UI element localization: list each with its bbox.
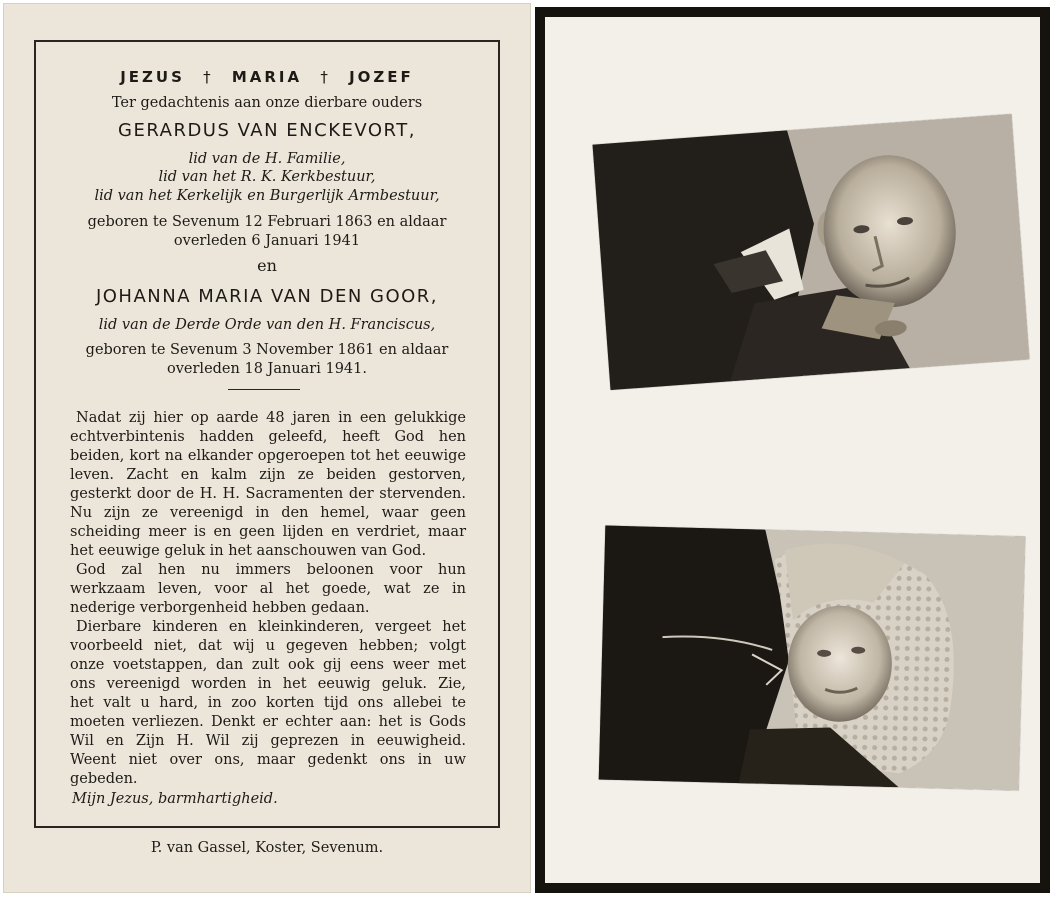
memorial-text-card — [3, 3, 531, 893]
body-text-line: ons vereenigd worden in het eeuwig geluk. Zie, — [70, 676, 466, 692]
printer-credit: P. van Gassel, Koster, Sevenum. — [150, 840, 384, 856]
header-jezus-maria-jozef — [4, 68, 530, 86]
body-text-line: werkzaam leven, voor al het goede, wat ze in — [70, 581, 466, 597]
father-portrait-photo — [593, 114, 1030, 390]
body-text-line: het eeuwige geluk in het aanschouwen van God. — [70, 543, 427, 559]
mother-died: overleden 18 Januari 1941. — [167, 361, 367, 377]
body-text-line: onze voetstappen, dan zult ook gij eens weer met — [70, 657, 466, 673]
photo-card — [535, 7, 1050, 893]
header-jezus: JEZUS — [120, 68, 185, 86]
mother-born: geboren te Sevenum 3 November 1861 en aldaar — [85, 342, 449, 358]
father-died: overleden 6 Januari 1941 — [173, 233, 361, 249]
father-role: lid van de H. Familie, — [188, 151, 346, 167]
body-text-line: Weent niet over ons, maar gedenkt ons in uw — [70, 752, 466, 768]
mother-role: lid van de Derde Orde van den H. Franciscus, — [98, 317, 436, 333]
header-maria: MARIA — [231, 68, 303, 86]
cross-icon: † — [203, 68, 214, 86]
father-role: lid van het R. K. Kerkbestuur, — [158, 169, 376, 185]
body-text-line: Dierbare kinderen en kleinkinderen, vergeet het — [76, 619, 466, 635]
body-text-line: nederige verborgenheid hebben gedaan. — [70, 600, 370, 616]
closing-prayer: Mijn Jezus, barmhartigheid. — [72, 791, 278, 807]
conjunction-en: en — [257, 256, 277, 275]
body-text-line: gesterkt door de H. H. Sacramenten der stervenden. — [70, 486, 466, 502]
body-text-line: voorbeeld niet, dat wij u gegeven hebben; volgt — [70, 638, 466, 654]
body-text-line: Nu zijn ze vereenigd in den hemel, waar geen — [70, 505, 466, 521]
body-text-line: scheiding meer is en geen lijden en verdriet, maar — [70, 524, 466, 540]
body-text-line: Nadat zij hier op aarde 48 jaren in een gelukkige — [76, 410, 466, 426]
body-text-line: gebeden. — [70, 771, 138, 787]
father-role: lid van het Kerkelijk en Burgerlijk Armbestuur, — [94, 188, 440, 204]
photo-card-inner — [545, 17, 1040, 883]
body-text-line: echtverbintenis hadden geleefd, heeft God hen — [70, 429, 466, 445]
cross-icon: † — [320, 68, 331, 86]
divider-rule — [228, 389, 300, 390]
mother-portrait-drawing — [599, 526, 1026, 791]
mother-name: JOHANNA MARIA VAN DEN GOOR, — [95, 286, 439, 307]
body-text-line: het valt u hard, in zoo korten tijd ons allebei te — [70, 695, 466, 711]
father-portrait-drawing — [593, 114, 1030, 390]
body-text-line: beiden, kort na elkander opgeroepen tot het eeuwige — [70, 448, 466, 464]
body-text-line: moeten verliezen. Denkt er echter aan: het is Gods — [70, 714, 466, 730]
body-text-line: leven. Zacht en kalm zijn ze beiden gestorven, — [70, 467, 466, 483]
body-text-line: Wil en Zijn H. Wil zij geprezen in eeuwigheid. — [70, 733, 466, 749]
father-born: geboren te Sevenum 12 Februari 1863 en aldaar — [87, 214, 447, 230]
intro-line: Ter gedachtenis aan onze dierbare ouders — [111, 95, 423, 111]
header-jozef: JOZEF — [349, 68, 414, 86]
father-name: GERARDUS VAN ENCKEVORT, — [118, 120, 416, 141]
mother-portrait-photo — [599, 526, 1026, 791]
body-text-line: God zal hen nu immers beloonen voor hun — [76, 562, 466, 578]
